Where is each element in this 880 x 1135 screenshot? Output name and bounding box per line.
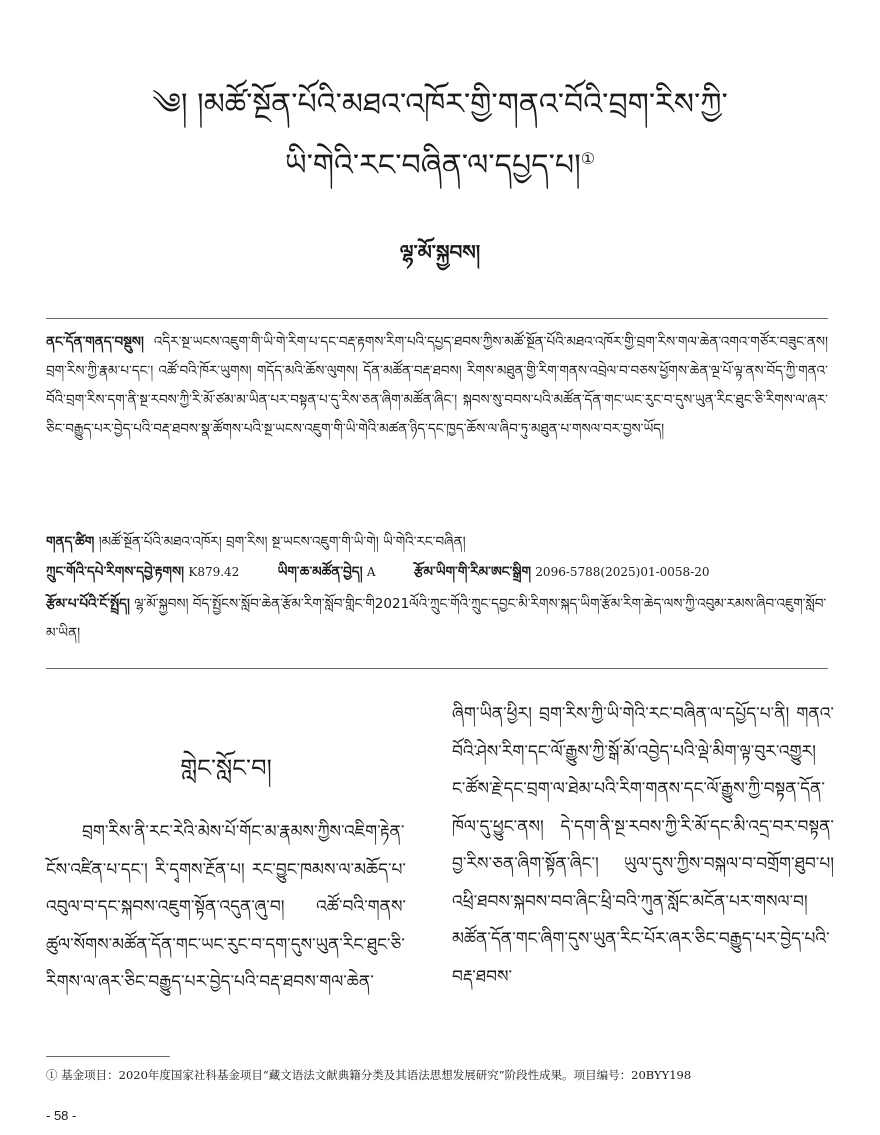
keywords — [46, 528, 828, 557]
article-id-value: 2096-5788(2025)01-0058-20 — [535, 565, 710, 579]
page-number: - 58 - — [46, 1108, 77, 1123]
abstract-text: འདིར་སྔ་ཡངས་འཇུག་གི་ཡི་གེ་རིག་པ་དང་བརྡ་རྟགས་རིག་པའི་དཔྱད་ཐབས་ཀྱིས་མཚོ་སྔོན་པོའི་མཐའ་འཁོར་གྱི་བྲག་རིས་གལ་ཆེན་འགའ་གཙོར་བཟུང་ནས། བྲག་རིས་ཀྱི་རྣམ་པ་དང་། འཚོ་བའི་ཁོར་ཡུགས། གདོད་མའི་ཆོས་ལུགས། དོན་མཚོན་བརྡ་ཐབས། རིགས་མཐུན་གྱི་རིག་གནས་འབྲེལ་བ་བཅས་ཕྱོགས་ཆེན་ལྔ་པོ་ལྟ་ནས་བོད་ཀྱི་གནའ་བོའི་བྲག་རིས་དག་ནི་སྔ་རབས་ཀྱི་རི་མོ་ཙམ་མ་ཡིན་པར་བསྟན་པ་དུ་རིས་ཅན་ཞིག་མཚོན་ཞིང་། སྐབས་སུ་བབས་པའི་མཚོན་དོན་གང་ཡང་རུང་བ་དུས་ཡུན་རིང་ཐུང་ཅི་རིགས་ལ་ཞར་ཅིང་བརྒྱུད་པར་བྱེད་པའི་བརྡ་ཐབས་སྣ་ཚོགས་པའི་སྔ་ཡངས་འཇུག་གི་ཡི་གེའི་མཚན་ཉིད་དང་ཁྱད་ཆོས་ལ་ཞིབ་ཏུ་མཐུན་པ་གསལ་བར་བྱས་ཡོད། — [46, 334, 828, 437]
author-name: ལྷ་མོ་སྐྱབས། — [399, 240, 481, 264]
title-line-2: ཡི་གེའི་རང་བཞིན་ལ་དཔྱད་པ། — [284, 148, 581, 183]
article-title — [60, 78, 820, 193]
footnote-divider — [46, 1056, 170, 1057]
title-line-1: ༄། །མཚོ་སྔོན་པོའི་མཐའ་འཁོར་གྱི་གནའ་བོའི་བྲག་རིས་ཀྱི་ — [152, 87, 728, 122]
footnote-text: 基金项目：2020年度国家社科基金项目“藏文语法文献典籍分类及其语法思想发展研究”阶段性成果。项目编号：20BYY198 — [57, 1068, 692, 1082]
section-heading: གླེང་སློང་བ། — [180, 754, 272, 782]
abstract-label: ནང་དོན་གནད་བསྡུས། — [46, 334, 144, 350]
footnote-marker: ① — [46, 1068, 58, 1082]
clc-label: ཀྲུང་གོའི་དཔེ་རིགས་དབྱེ་རྟགས། — [46, 564, 185, 580]
keywords-label: གནད་ཚིག — [46, 534, 95, 550]
article-id-label: རྩོམ་ཡིག་གི་རིམ་ཨང་སྒྲིག — [413, 564, 531, 580]
keywords-text: །མཚོ་སྔོན་པོའི་མཐའ་འཁོར། བྲག་རིས། སྔ་ཡངས་འཇུག་གི་ཡི་གེ། ཡི་གེའི་རང་བཞིན། — [94, 534, 466, 550]
author-bio-text: ལྷ་མོ་སྐྱབས། བོད་སྤྱོངས་སློབ་ཆེན་རྩོམ་རིག་སློབ་གླིང་གི2021ལོའི་ཀྲུང་གོའི་ཀྲུང་དབྱང་མི་རིགས་སྐད་ཡིག་རྩོམ་རིག་ཆེད་ལས་ཀྱི་འབུམ་རམས་ཞིབ་འཇུག་སློབ་མ་ཡིན། — [46, 596, 827, 641]
title-footnote-marker[interactable]: ① — [580, 149, 596, 168]
footnote — [46, 1066, 836, 1084]
author-bio — [46, 590, 828, 648]
abstract — [46, 328, 828, 444]
bottom-divider — [46, 668, 828, 669]
top-divider — [46, 318, 828, 319]
author-bio-label: རྩོམ་པ་པོའི་ངོ་སྤྲོད། — [46, 596, 130, 612]
doc-code-label: ཡིག་ཆ་མཚོན་བྱེད། — [277, 564, 363, 580]
body-column-right: ཞིག་ཡིན་ཕྱིར། བྲག་རིས་ཀྱི་ཡི་གེའི་རང་བཞིན་ལ་དཔྱོད་པ་ནི། གནའ་བོའི་ཤེས་རིག་དང་ལོ་རྒྱུས་ཀྱི་སྒོ་མོ་འབྱེད་པའི་ལྡེ་མིག་ལྟ་བུར་འགྱུར། ང་ཚོས་རྗེ་དང་བྲག་ལ་ཐེམ་པའི་རིག་གནས་དང་ལོ་རྒྱུས་ཀྱི་བསྟན་དོན་ཁོལ་དུ་ཕྱུང་ནས། དེ་དག་ནི་སྔ་རབས་ཀྱི་རི་མོ་དང་མི་འདྲ་བར་བསྟན་བྱ་རིས་ཅན་ཞིག་སྟོན་ཞིང་། ཡུལ་དུས་ཀྱིས་བསྐལ་བ་བགྲོག་ཐུབ་པ། འཕྲི་ཐབས་སྐབས་བབ་ཞིང་ཕྲི་བའི་ཀུན་སློང་མངོན་པར་གསལ་བ། མཚོན་དོན་གང་ཞིག་དུས་ཡུན་རིང་པོར་ཞར་ཅིང་བརྒྱུད་པར་བྱེད་པའི་བརྡ་ཐབས་ — [452, 704, 834, 987]
classification-line — [46, 558, 828, 587]
body-column-left: བྲག་རིས་ནི་རང་རེའི་མེས་པོ་གོང་མ་རྣམས་ཀྱིས་འཇིག་རྟེན་ངོས་འཛིན་པ་དང་། རི་དྭགས་རྔོན་པ། རང་བྱུང་ཁམས་ལ་མཆོད་པ་འབུལ་བ་དང་སྐབས་འཇུག་སྟོན་འདུན་ཞུ་བ། འཚོ་བའི་གནས་ཚུལ་སོགས་མཚོན་དོན་གང་ཡང་རུང་བ་དག་དུས་ཡུན་རིང་ཐུང་ཅི་རིགས་ལ་ཞར་ཅིང་བརྒྱུད་པར་བྱེད་པའི་བརྡ་ཐབས་གལ་ཆེན་ — [46, 822, 406, 992]
clc-value: K879.42 — [188, 565, 240, 579]
doc-code-value: A — [366, 565, 376, 579]
